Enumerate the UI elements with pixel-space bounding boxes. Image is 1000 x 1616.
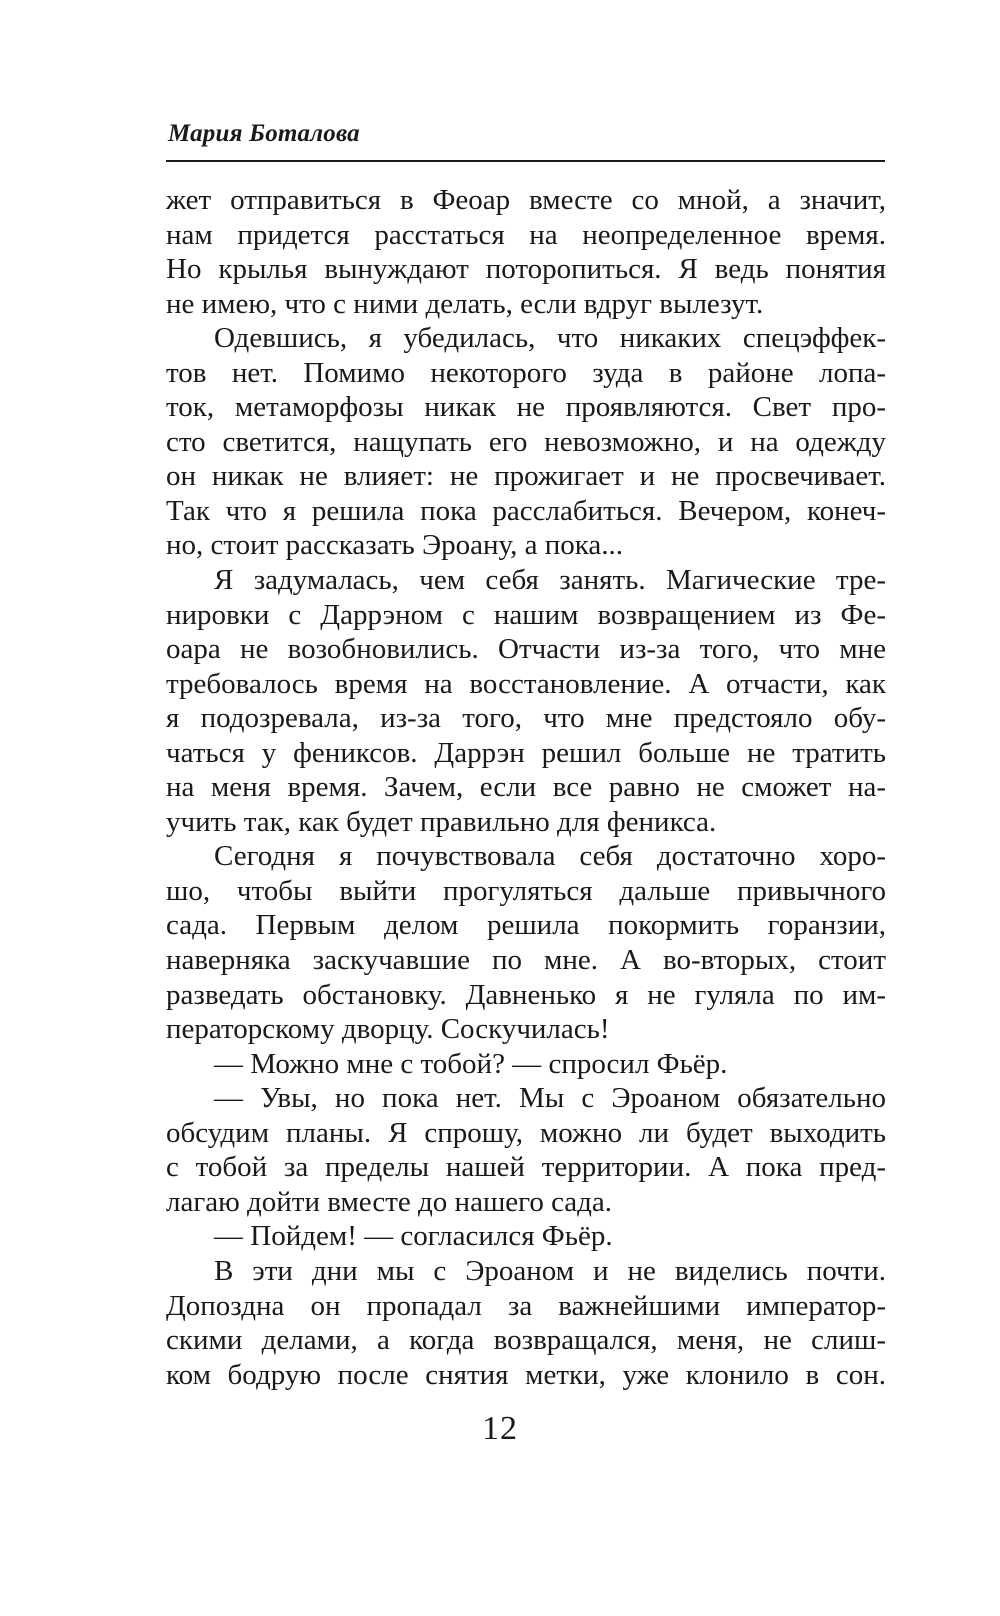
text-line: не имею, что с ними делать, если вдруг вылезут. bbox=[166, 287, 764, 320]
text-line: ток, метаморфозы никак не проявляются. Свет про- bbox=[166, 391, 886, 424]
text-line: Так что я решила пока расслабиться. Вечером, конеч- bbox=[166, 494, 886, 527]
text-line: сто светится, нащупать его невозможно, и на одежду bbox=[166, 425, 886, 458]
text-line: нировки с Даррэном с нашим возвращением из Фе- bbox=[166, 598, 886, 631]
body-text bbox=[166, 183, 886, 1392]
text-line: ком бодрую после снятия метки, уже клонило в сон. bbox=[166, 1358, 886, 1391]
text-line: обсудим планы. Я спрошу, можно ли будет выходить bbox=[166, 1116, 886, 1149]
text-line: шо, чтобы выйти прогуляться дальше привычного bbox=[166, 874, 886, 907]
text-line: нам придется расстаться на неопределенное время. bbox=[166, 218, 886, 251]
text-line: Сегодня я почувствовала себя достаточно хоро- bbox=[214, 840, 886, 873]
text-line: он никак не влияет: не прожигает и не просвечивает. bbox=[166, 460, 886, 493]
text-line: жет отправиться в Феоар вместе со мной, а значит, bbox=[166, 184, 886, 216]
text-line: ператорскому дворцу. Соскучилась! bbox=[166, 1013, 610, 1046]
text-line: тов нет. Помимо некоторого зуда в районе лопа- bbox=[166, 356, 886, 389]
text-line: лагаю дойти вместе до нашего сада. bbox=[166, 1185, 613, 1218]
text-line: Одевшись, я убедилась, что никаких спецэффек- bbox=[214, 322, 886, 355]
text-line: чаться у фениксов. Даррэн решил больше не тратить bbox=[166, 736, 886, 769]
text-line: учить так, как будет правильно для феникса. bbox=[166, 805, 717, 838]
page-number: 12 bbox=[482, 1410, 518, 1447]
text-line: В эти дни мы с Эроаном и не виделись почти. bbox=[214, 1254, 886, 1287]
dialogue-line: — Увы, но пока нет. Мы с Эроаном обязательно bbox=[214, 1082, 886, 1115]
text-line: я подозревала, из-за того, что мне предстояло обу- bbox=[166, 702, 886, 735]
text-line: Но крылья вынуждают поторопиться. Я ведь понятия bbox=[166, 253, 886, 286]
header-rule bbox=[166, 160, 885, 162]
text-line: разведать обстановку. Давненько я не гуляла по им- bbox=[166, 978, 886, 1011]
text-line: но, стоит рассказать Эроану, а пока... bbox=[166, 529, 624, 562]
text-line: на меня время. Зачем, если все равно не сможет на- bbox=[166, 771, 886, 804]
text-line: сада. Первым делом решила покормить горанзии, bbox=[166, 909, 886, 942]
text-line: Я задумалась, чем себя занять. Магические тре- bbox=[214, 564, 886, 597]
running-head-author: Мария Боталова bbox=[168, 120, 360, 147]
text-line: скими делами, а когда возвращался, меня, не слиш- bbox=[166, 1324, 886, 1357]
text-line: требовалось время на восстановление. А отчасти, как bbox=[166, 667, 886, 700]
dialogue-line: — Пойдем! — согласился Фьёр. bbox=[214, 1220, 613, 1253]
text-line: оара не возобновились. Отчасти из-за того, что мне bbox=[166, 633, 886, 666]
text-line: наверняка заскучавшие по мне. А во-вторых, стоит bbox=[166, 944, 886, 977]
text-line: с тобой за пределы нашей территории. А пока пред- bbox=[166, 1151, 886, 1184]
dialogue-line: — Можно мне с тобой? — спросил Фьёр. bbox=[214, 1047, 728, 1080]
text-line: Допоздна он пропадал за важнейшими император- bbox=[166, 1289, 886, 1322]
